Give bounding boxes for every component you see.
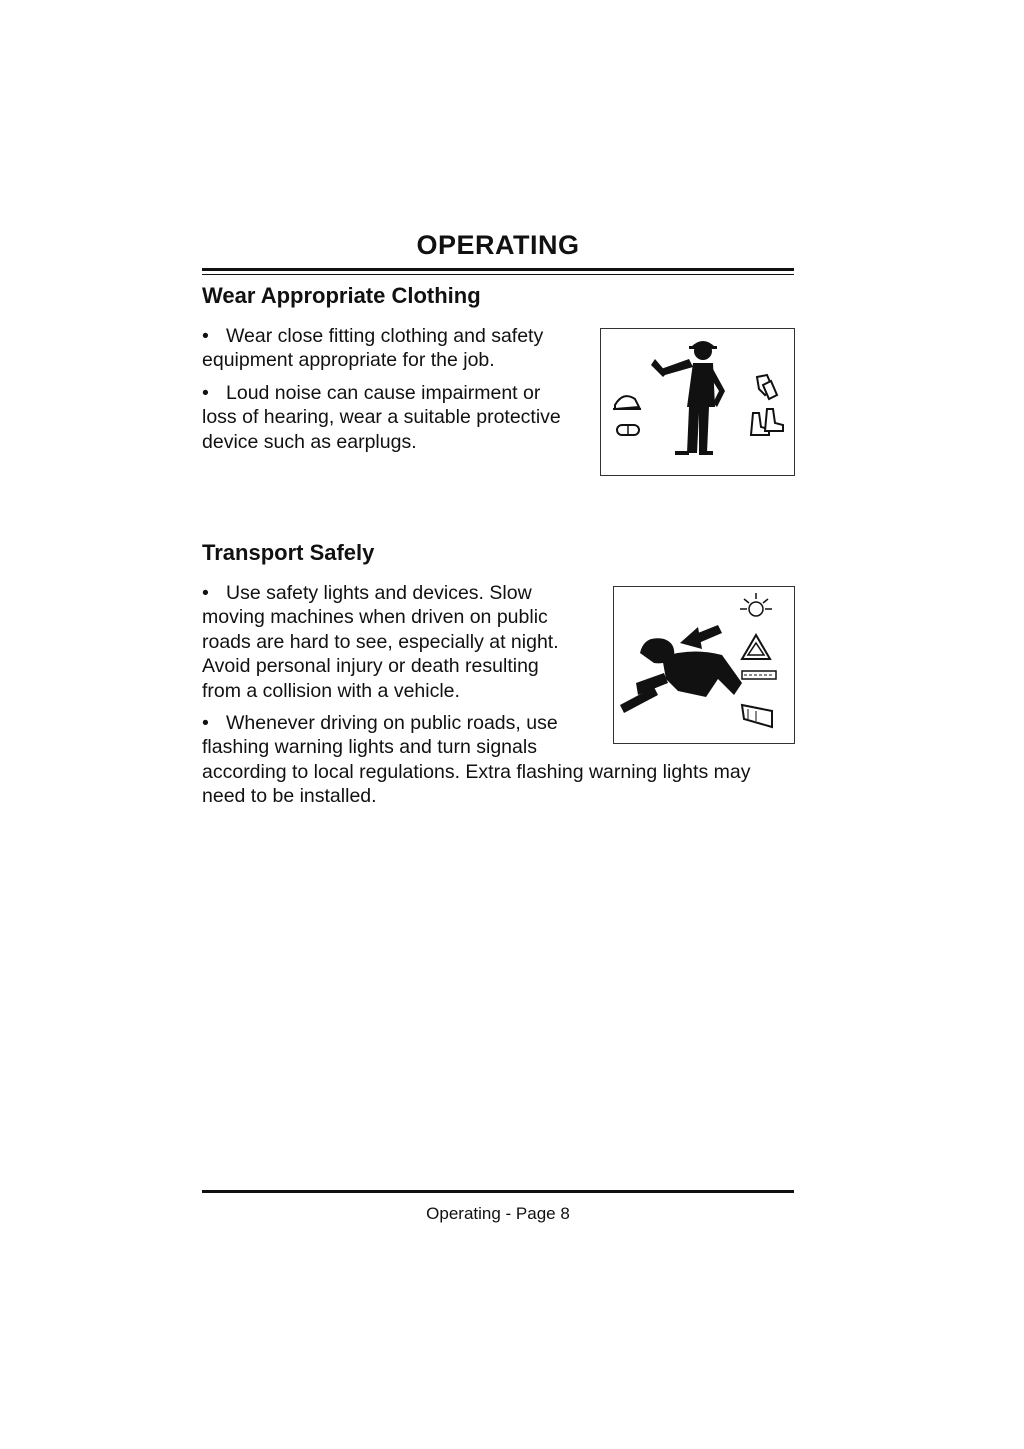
bullet-marker: •	[202, 712, 209, 734]
protective-clothing-worker-icon	[601, 329, 793, 474]
struck-person-icon	[620, 638, 742, 713]
reflector-strip-icon	[742, 671, 776, 679]
bullet-marker: •	[202, 325, 209, 347]
page-title: OPERATING	[416, 230, 580, 260]
hard-hat-icon	[613, 396, 641, 409]
boots-icon	[751, 409, 783, 435]
worker-figure-icon	[651, 341, 725, 455]
figure-transport-safety	[613, 586, 795, 744]
bullet-marker: •	[202, 582, 209, 604]
bullet-hearing: • Loud noise can cause impairment or loss of hearing, wear a suitable protective device such as earplugs.	[202, 382, 561, 453]
bullet-marker: •	[202, 382, 209, 404]
flashing-light-icon	[740, 593, 772, 616]
goggles-icon	[617, 425, 639, 435]
footer-rule	[202, 1190, 794, 1193]
section-title-transport: Transport Safely	[202, 540, 375, 565]
header-rule-thick	[202, 268, 794, 271]
bullet-safety-lights: • Use safety lights and devices. Slow moving machines when driven on public roads are hard to see, especially at night. Avoid personal injury or death resulting from a collision with a vehicle.	[202, 582, 559, 702]
impact-arrow-icon	[680, 625, 722, 649]
bullet-clothing: • Wear close fitting clothing and safety equipment appropriate for the job.	[202, 325, 544, 372]
page-number: Operating - Page 8	[426, 1204, 570, 1223]
tail-light-icon	[742, 705, 772, 727]
gloves-icon	[757, 375, 777, 399]
section-title-clothing: Wear Appropriate Clothing	[202, 283, 481, 308]
vehicle-collision-warning-icon	[614, 587, 793, 742]
figure-protective-clothing	[600, 328, 795, 476]
bullet-public-roads: • Whenever driving on public roads, use flashing warning lights and turn signals according to local regulations. Extra flashing warning lights may need to be installed.	[202, 712, 751, 808]
slow-moving-vehicle-sign-icon	[742, 635, 770, 659]
header-rule-thin	[202, 274, 794, 275]
